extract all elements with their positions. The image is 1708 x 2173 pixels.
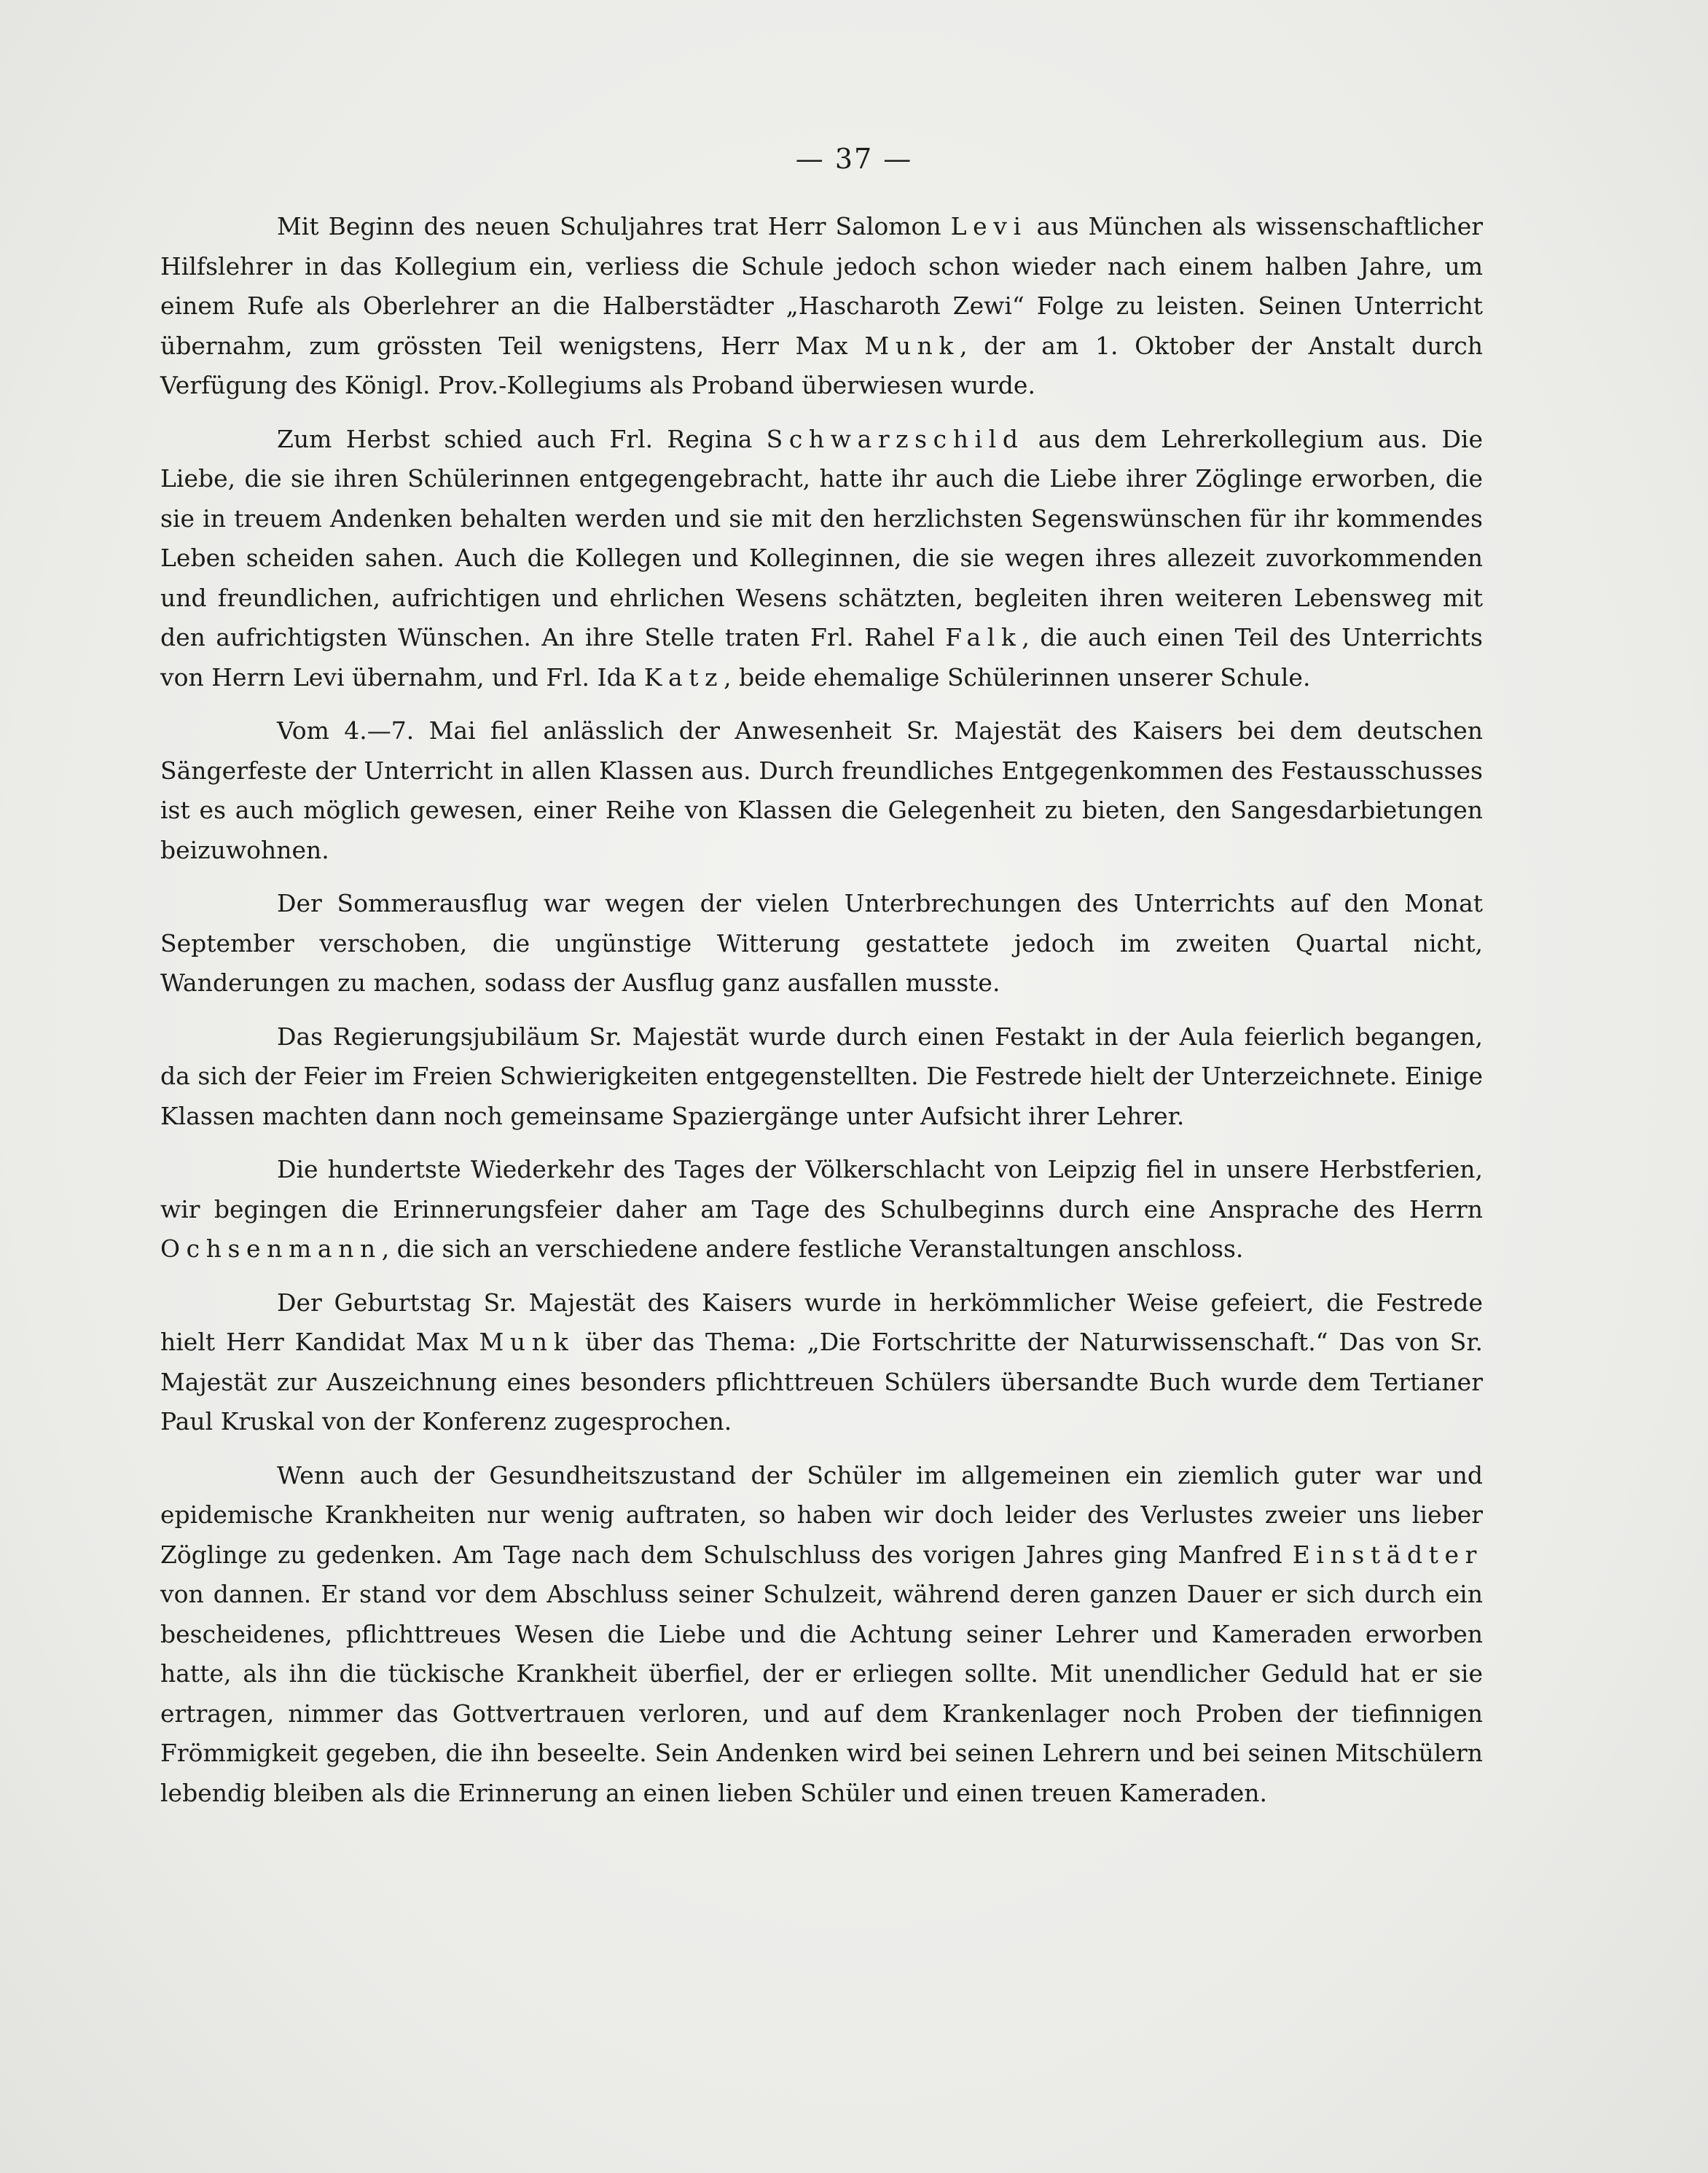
paragraph-6 [160,1150,1483,1269]
text-run: Mit Beginn des neuen Schuljahres trat Herr Salomon [277,212,951,240]
text-run: , beide ehemalige Schülerinnen unserer Schule. [724,662,1311,692]
spaced-name: Munk [864,331,960,360]
spaced-name: Levi [950,212,1027,240]
spaced-name: Munk [479,1328,575,1356]
text-run: aus dem Lehrerkollegium aus. Die Liebe, die sie ihren Schülerinnen entgegengebracht, hatte ihr auch die Liebe ihrer Zöglinge erworben, die sie in treuem Andenken behalten werden und sie mit den herzlichsten Segenswünschen für ihr kommendes Leben scheiden sahen. Auch die Kollegen und Kolleginnen, die sie wegen ihres allezeit zuvorkommenden und freundlichen, aufrichtigen und ehrlichen Wesens schätzten, begleiten ihren weiteren Lebensweg mit den aufrichtigsten Wünschen. An ihre Stelle traten Frl. Rahel [160,424,1484,651]
text-run: , die sich an verschiedene andere festliche Veranstaltungen anschloss. [381,1234,1244,1263]
spaced-name: Falk [945,623,1022,651]
spaced-name: Katz [643,662,724,692]
text-run: aus München als wissenschaftlicher Hilfslehrer in das Kollegium ein, verliess die Schule jedoch schon wieder nach einem halben Jahre, um einem Rufe als Oberlehrer an die Halberstädter „Hascharoth Zewi“ Folge zu leisten. Seinen Unterricht übernahm, zum grössten Teil wenigstens, Herr Max [160,212,1483,360]
paragraph-8 [160,1456,1483,1814]
text-run: Der Geburtstag Sr. Majestät des Kaisers wurde in herkömmlicher Weise gefeiert, die Festrede hielt Herr Kandidat Max [160,1288,1483,1356]
text-run: Vom 4.—7. Mai fiel anlässlich der Anwesenheit Sr. Majestät des Kaisers bei dem deutschen Sängerfeste der Unterricht in allen Klassen aus. Durch freundliches Entgegenkommen des Festausschusses ist es auch möglich gewesen, einer Reihe von Klassen die Gelegenheit zu bieten, den Sangesdarbietungen beizuwohnen. [160,716,1483,864]
text-run: Der Sommerausflug war wegen der vielen Unterbrechungen des Unterrichts auf den Monat September verschoben, die ungünstige Witterung gestattete jedoch im zweiten Quartal nicht, Wanderungen zu machen, sodass der Ausflug ganz ausfallen musste. [160,889,1483,997]
paragraph-7 [160,1283,1483,1442]
body-text [160,207,1483,1827]
spaced-name: Schwarzschild [766,424,1025,453]
text-run: , der am 1. Oktober der Anstalt durch Verfügung des Königl. Prov.-Kollegiums als Proband überwiesen wurde. [160,331,1483,399]
paragraph-2 [160,420,1483,698]
paragraph-1 [160,207,1483,406]
page-number: — 37 — [795,143,913,175]
spaced-name: Einstädter [1292,1540,1483,1569]
text-run: Zum Herbst schied auch Frl. Regina [277,424,767,453]
text-run: von dannen. Er stand vor dem Abschluss seiner Schulzeit, während deren ganzen Dauer er sich durch ein bescheidenes, pflichttreues Wesen die Liebe und die Achtung seiner Lehrer und Kameraden erworben hatte, als ihn die tückische Krankheit überfiel, der er erliegen sollte. Mit unendlicher Geduld hat er sie ertragen, nimmer das Gottvertrauen verloren, und auf dem Krankenlager noch Proben der tiefinnigen Frömmigkeit gegeben, die ihn beseelte. Sein Andenken wird bei seinen Lehrern und bei seinen Mitschülern lebendig bleiben als die Erinnerung an einen lieben Schüler und einen treuen Kameraden. [160,1580,1483,1807]
text-run: , die auch einen Teil des Unterrichts von Herrn Levi übernahm, und Frl. Ida [160,623,1483,692]
paragraph-4 [160,884,1483,1003]
paragraph-3 [160,711,1483,870]
spaced-name: Ochsenmann [160,1234,382,1263]
paragraph-5 [160,1017,1483,1137]
text-run: über das Thema: „Die Fortschritte der Naturwissenschaft.“ Das von Sr. Majestät zur Auszeichnung eines besonders pflichttreuen Schülers übersandte Buch wurde dem Tertianer Paul Kruskal von der Konferenz zugesprochen. [160,1328,1483,1436]
text-run: Wenn auch der Gesundheitszustand der Schüler im allgemeinen ein ziemlich guter war und epidemische Krankheiten nur wenig auftraten, so haben wir doch leider des Verlustes zweier uns lieber Zöglinge zu gedenken. Am Tage nach dem Schulschluss des vorigen Jahres ging Manfred [160,1460,1483,1569]
text-run: Das Regierungsjubiläum Sr. Majestät wurde durch einen Festakt in der Aula feierlich begangen, da sich der Feier im Freien Schwierigkeiten entgegenstellten. Die Festrede hielt der Unterzeichnete. Einige Klassen machten dann noch gemeinsame Spaziergänge unter Aufsicht ihrer Lehrer. [160,1022,1483,1130]
text-run: Die hundertste Wiederkehr des Tages der Völkerschlacht von Leipzig fiel in unsere Herbstferien, wir begingen die Erinnerungsfeier daher am Tage des Schulbeginns durch eine Ansprache des Herrn [160,1155,1483,1223]
